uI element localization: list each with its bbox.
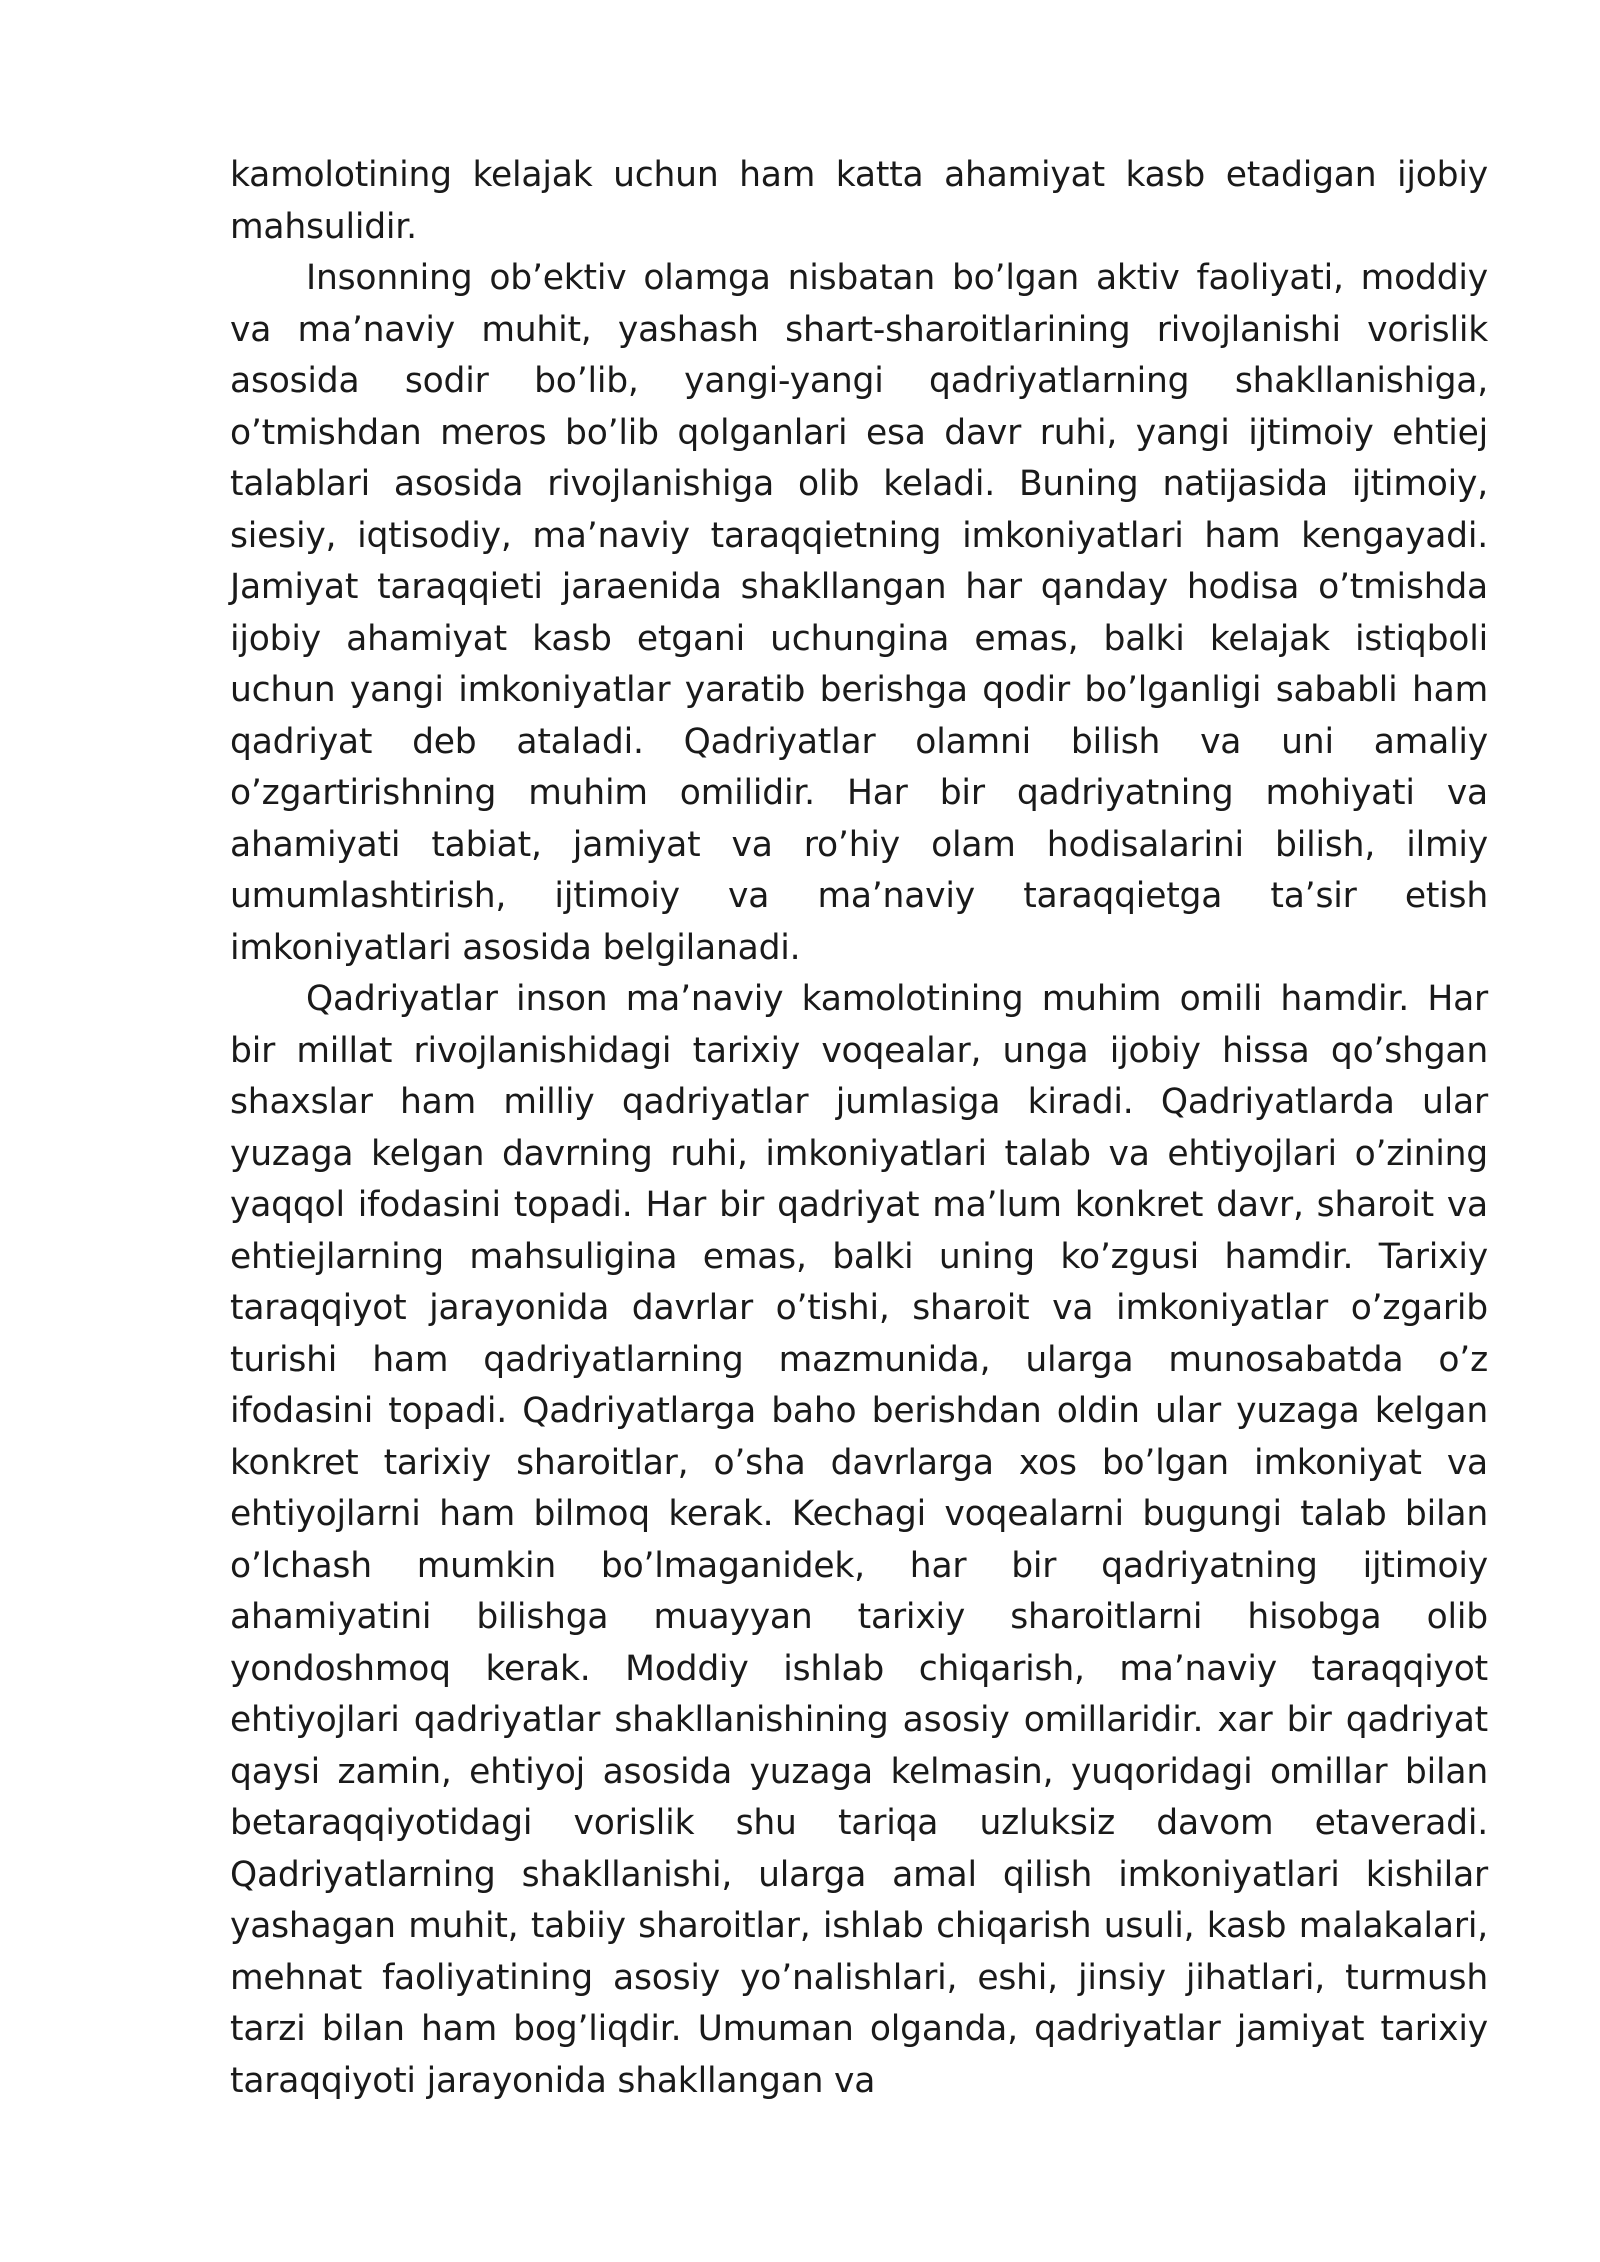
paragraph-continuation: kamolotining kelajak uchun ham katta ahamiyat kasb etadigan ijobiy mahsulidir. xyxy=(230,155,1488,247)
document-page xyxy=(230,150,1488,2107)
paragraph-qadriyatlar: Qadriyatlar inson ma’naviy kamolotining muhim omili hamdir. Har bir millat rivojlanishidagi tarixiy voqealar, unga ijobiy hissa qo’shgan shaxslar ham milliy qadriyatlar jumlasiga kiradi. Qadriyatlarda ular yuzaga kelgan davrning ruhi, imkoniyatlari talab va ehtiyojlari o’zining yaqqol ifodasini topadi. Har bir qadriyat ma’lum konkret davr, sharoit va ehtiejlarning mahsuligina emas, balki uning ko’zgusi hamdir. Tarixiy taraqqiyot jarayonida davrlar o’tishi, sharoit va imkoniyatlar o’zgarib turishi ham qadriyatlarning mazmunida, ularga munosabatda o’z ifodasini topadi. Qadriyatlarga baho berishdan oldin ular yuzaga kelgan konkret tarixiy sharoitlar, o’sha davrlarga xos bo’lgan imkoniyat va ehtiyojlarni ham bilmoq kerak. Kechagi voqealarni bugungi talab bilan o’lchash mumkin bo’lmaganidek, har bir qadriyatning ijtimoiy ahamiyatini bilishga muayyan tarixiy sharoitlarni hisobga olib yondoshmoq kerak. Moddiy ishlab chiqarish, ma’naviy taraqqiyot ehtiyojlari qadriyatlar shakllanishining asosiy omillaridir. xar bir qadriyat qaysi zamin, ehtiyoj asosida yuzaga kelmasin, yuqoridagi omillar bilan betaraqqiyotidagi vorislik shu tariqa uzluksiz davom etaveradi. Qadriyatlarning shakllanishi, ularga amal qilish imkoniyatlari kishilar yashagan muhit, tabiiy sharoitlar, ishlab chiqarish usuli, kasb malakalari, mehnat faoliyatining asosiy yo’nalishlari, eshi, jinsiy jihatlari, turmush tarzi bilan ham bog’liqdir. Umuman olganda, qadriyatlar jamiyat tarixiy taraqqiyoti jarayonida shakllangan va xyxy=(230,979,1488,2101)
paragraph-insonning: Insonning ob’ektiv olamga nisbatan bo’lgan aktiv faoliyati, moddiy va ma’naviy muhit, yashash shart-sharoitlarining rivojlanishi vorislik asosida sodir bo’lib, yangi-yangi qadriyatlarning shakllanishiga, o’tmishdan meros bo’lib qolganlari esa davr ruhi, yangi ijtimoiy ehtiej talablari asosida rivojlanishiga olib keladi. Buning natijasida ijtimoiy, siesiy, iqtisodiy, ma’naviy taraqqietning imkoniyatlari ham kengayadi. Jamiyat taraqqieti jaraenida shakllangan har qanday hodisa o’tmishda ijobiy ahamiyat kasb etgani uchungina emas, balki kelajak istiqboli uchun yangi imkoniyatlar yaratib berishga qodir bo’lganligi sababli ham qadriyat deb ataladi. Qadriyatlar olamni bilish va uni amaliy o’zgartirishning muhim omilidir. Har bir qadriyatning mohiyati va ahamiyati tabiat, jamiyat va ro’hiy olam hodisalarini bilish, ilmiy umumlashtirish, ijtimoiy va ma’naviy taraqqietga ta’sir etish imkoniyatlari asosida belgilanadi. xyxy=(230,258,1488,968)
